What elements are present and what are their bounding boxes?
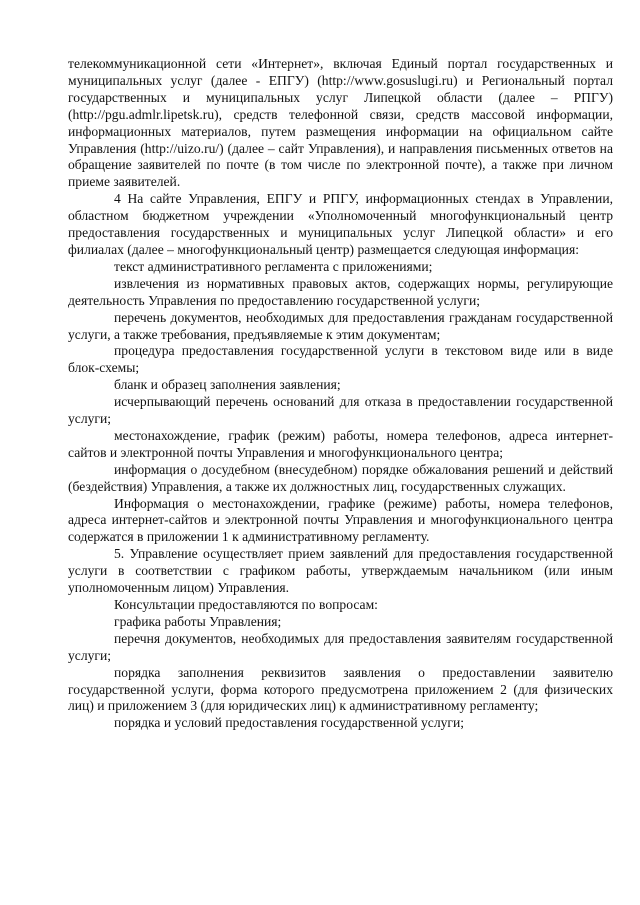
list-item: информация о досудебном (внесудебном) порядке обжалования решений и действий (бездействия) Управления, а также их должностных лиц, государственных служащих. bbox=[68, 461, 613, 494]
list-item: извлечения из нормативных правовых актов, содержащих нормы, регулирующие деятельность Управления по предоставлению государственной услуги; bbox=[68, 275, 613, 308]
list-item: перечень документов, необходимых для предоставления гражданам государственной услуги, а также требования, предъявляемые к этим документам; bbox=[68, 309, 613, 342]
list-item: порядка заполнения реквизитов заявления о предоставлении заявителю государственной услуги, форма которого предусмотрена приложением 2 (для физических лиц) и приложением 3 (для юридических лиц) к административному регламенту; bbox=[68, 664, 613, 714]
list-item: бланк и образец заполнения заявления; bbox=[114, 377, 341, 393]
list-item: исчерпывающий перечень оснований для отказа в предоставлении государственной услуги; bbox=[68, 394, 613, 427]
paragraph-info-channels: телекоммуникационной сети «Интернет», включая Единый портал государственных и муниципальных услуг (далее - ЕПГУ) (http://www.gosuslugi.ru) и Региональный портал государственных и муниципальных услуг Липецкой области (далее – РПГУ) (http://pgu.admlr.lipetsk.ru), средств телефонной связи, средств массовой информации, информационных материалов, путем размещения информации на официальном сайте Управления (http://uizo.ru/) (далее – сайт Управления), и направления письменных ответов на обращение заявителей по почте (в том числе по электронной почте), а также при личном приеме заявителей. bbox=[68, 56, 613, 190]
list-item: порядка и условий предоставления государственной услуги; bbox=[114, 715, 465, 731]
paragraph-item-4: 4 На сайте Управления, ЕПГУ и РПГУ, информационных стендах в Управлении, областном бюджетном учреждении «Уполномоченный многофункциональный центр предоставления государственных и муниципальных услуг Липецкой области» и его филиалах (далее – многофункциональный центр) размещается следующая информация: bbox=[68, 191, 613, 257]
list-item: текст административного регламента с приложениями; bbox=[114, 258, 433, 274]
list-item: перечня документов, необходимых для предоставления заявителям государственной услуги; bbox=[68, 630, 613, 663]
list-item: графика работы Управления; bbox=[114, 613, 282, 629]
document-body bbox=[68, 56, 613, 732]
paragraph-item-5: 5. Управление осуществляет прием заявлений для предоставления государственной услуги в соответствии с графиком работы, утверждаемым начальником (или иным уполномоченным лицом) Управления. bbox=[68, 546, 613, 596]
list-item: местонахождение, график (режим) работы, номера телефонов, адреса интернет-сайтов и электронной почты Управления и многофункционального центра; bbox=[68, 427, 613, 460]
paragraph-consultations-intro: Консультации предоставляются по вопросам: bbox=[114, 597, 378, 612]
paragraph-contacts-info: Информация о местонахождении, графике (режиме) работы, номера телефонов, адреса интернет-сайтов и электронной почты Управления и многофункционального центра содержатся в приложении 1 к административному регламенту. bbox=[68, 495, 613, 545]
list-item: процедура предоставления государственной услуги в текстовом виде или в виде блок-схемы; bbox=[68, 343, 613, 376]
